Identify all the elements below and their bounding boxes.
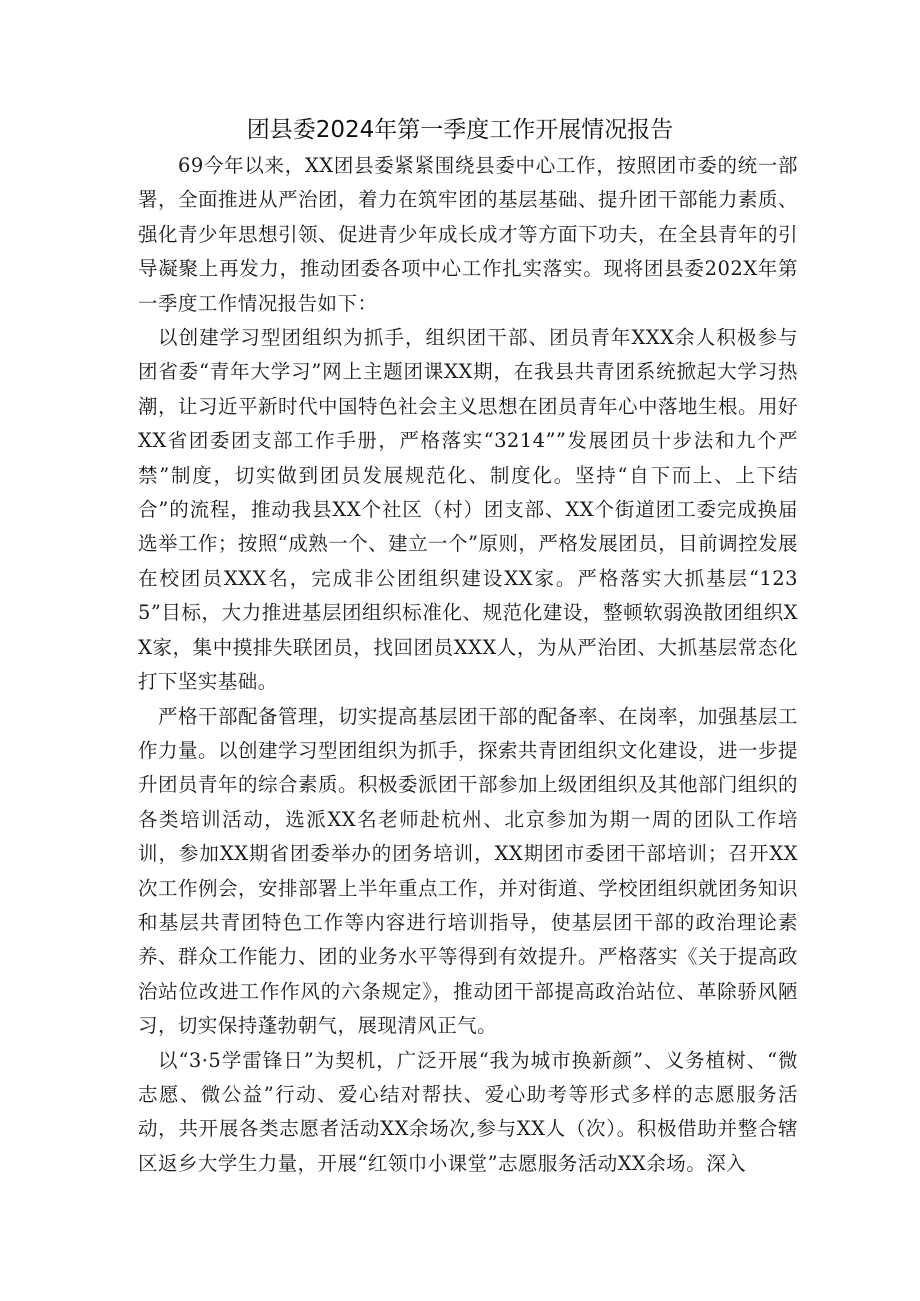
intro-paragraph: 69今年以来，XX团县委紧紧围绕县委中心工作，按照团市委的统一部署，全面推进从严治团，着力在筑牢团的基层基础、提升团干部能力素质、强化青少年思想引领、促进青少年成长成才等方面下功夫，在全县青年的引导凝聚上再发力，推动团委各项中心工作扎实落实。现将团县委202X年第一季度工作情况报告如下： [138,154,798,315]
document-title: 团县委2024年第一季度工作开展情况报告 [246,117,674,143]
paragraph-cadre-management: 严格干部配备管理，切实提高基层团干部的配备率、在岗率，加强基层工作力量。以创建学习型团组织为抓手，探索共青团组织文化建设，进一步提升团员青年的综合素质。积极委派团干部参加上级团组织及其他部门组织的各类培训活动，选派XX名老师赴杭州、北京参加为期一周的团队工作培训，参加XX期省团委举办的团务培训，XX期团市委团干部培训；召开XX次工作例会，安排部署上半年重点工作，并对街道、学校团组织就团务知识和基层共青团特色工作等内容进行培训指导，使基层团干部的政治理论素养、群众工作能力、团的业务水平等得到有效提升。严格落实《关于提高政治站位改进工作作风的六条规定》，推动团干部提高政治站位、革除骄风陋习，切实保持蓬勃朝气，展现清风正气。 [138,704,798,1038]
paragraph-organization-building: 以创建学习型团组织为抓手，组织团干部、团员青年XXX余人积极参与团省委“青年大学习”网上主题团课XX期，在我县共青团系统掀起大学习热潮，让习近平新时代中国特色社会主义思想在团员青年心中落地生根。用好XX省团委团支部工作手册，严格落实“3214””发展团员十步法和九个严禁”制度，切实做到团员发展规范化、制度化。坚持“自下而上、上下结合”的流程，推动我县XX个社区（村）团支部、XX个街道团工委完成换届选举工作；按照“成熟一个、建立一个”原则，严格发展团员，目前调控发展在校团员XXX名，完成非公团组织建设XX家。严格落实大抓基层“1235”目标，大力推进基层团组织标准化、规范化建设，整顿软弱涣散团组织XX家，集中摸排失联团员，找回团员XXX人，为从严治团、大抓基层常态化打下坚实基础。 [138,326,798,694]
document-body [138,149,798,1181]
paragraph-volunteer-service: 以“3·5学雷锋日”为契机，广泛开展“我为城市换新颜”、义务植树、“微志愿、微公益”行动、爱心结对帮扶、爱心助考等形式多样的志愿服务活动，共开展各类志愿者活动XX余场次,参与XX人（次）。积极借助并整合辖区返乡大学生力量，开展“红领巾小课堂”志愿服务活动XX余场。深入 [138,1048,798,1175]
